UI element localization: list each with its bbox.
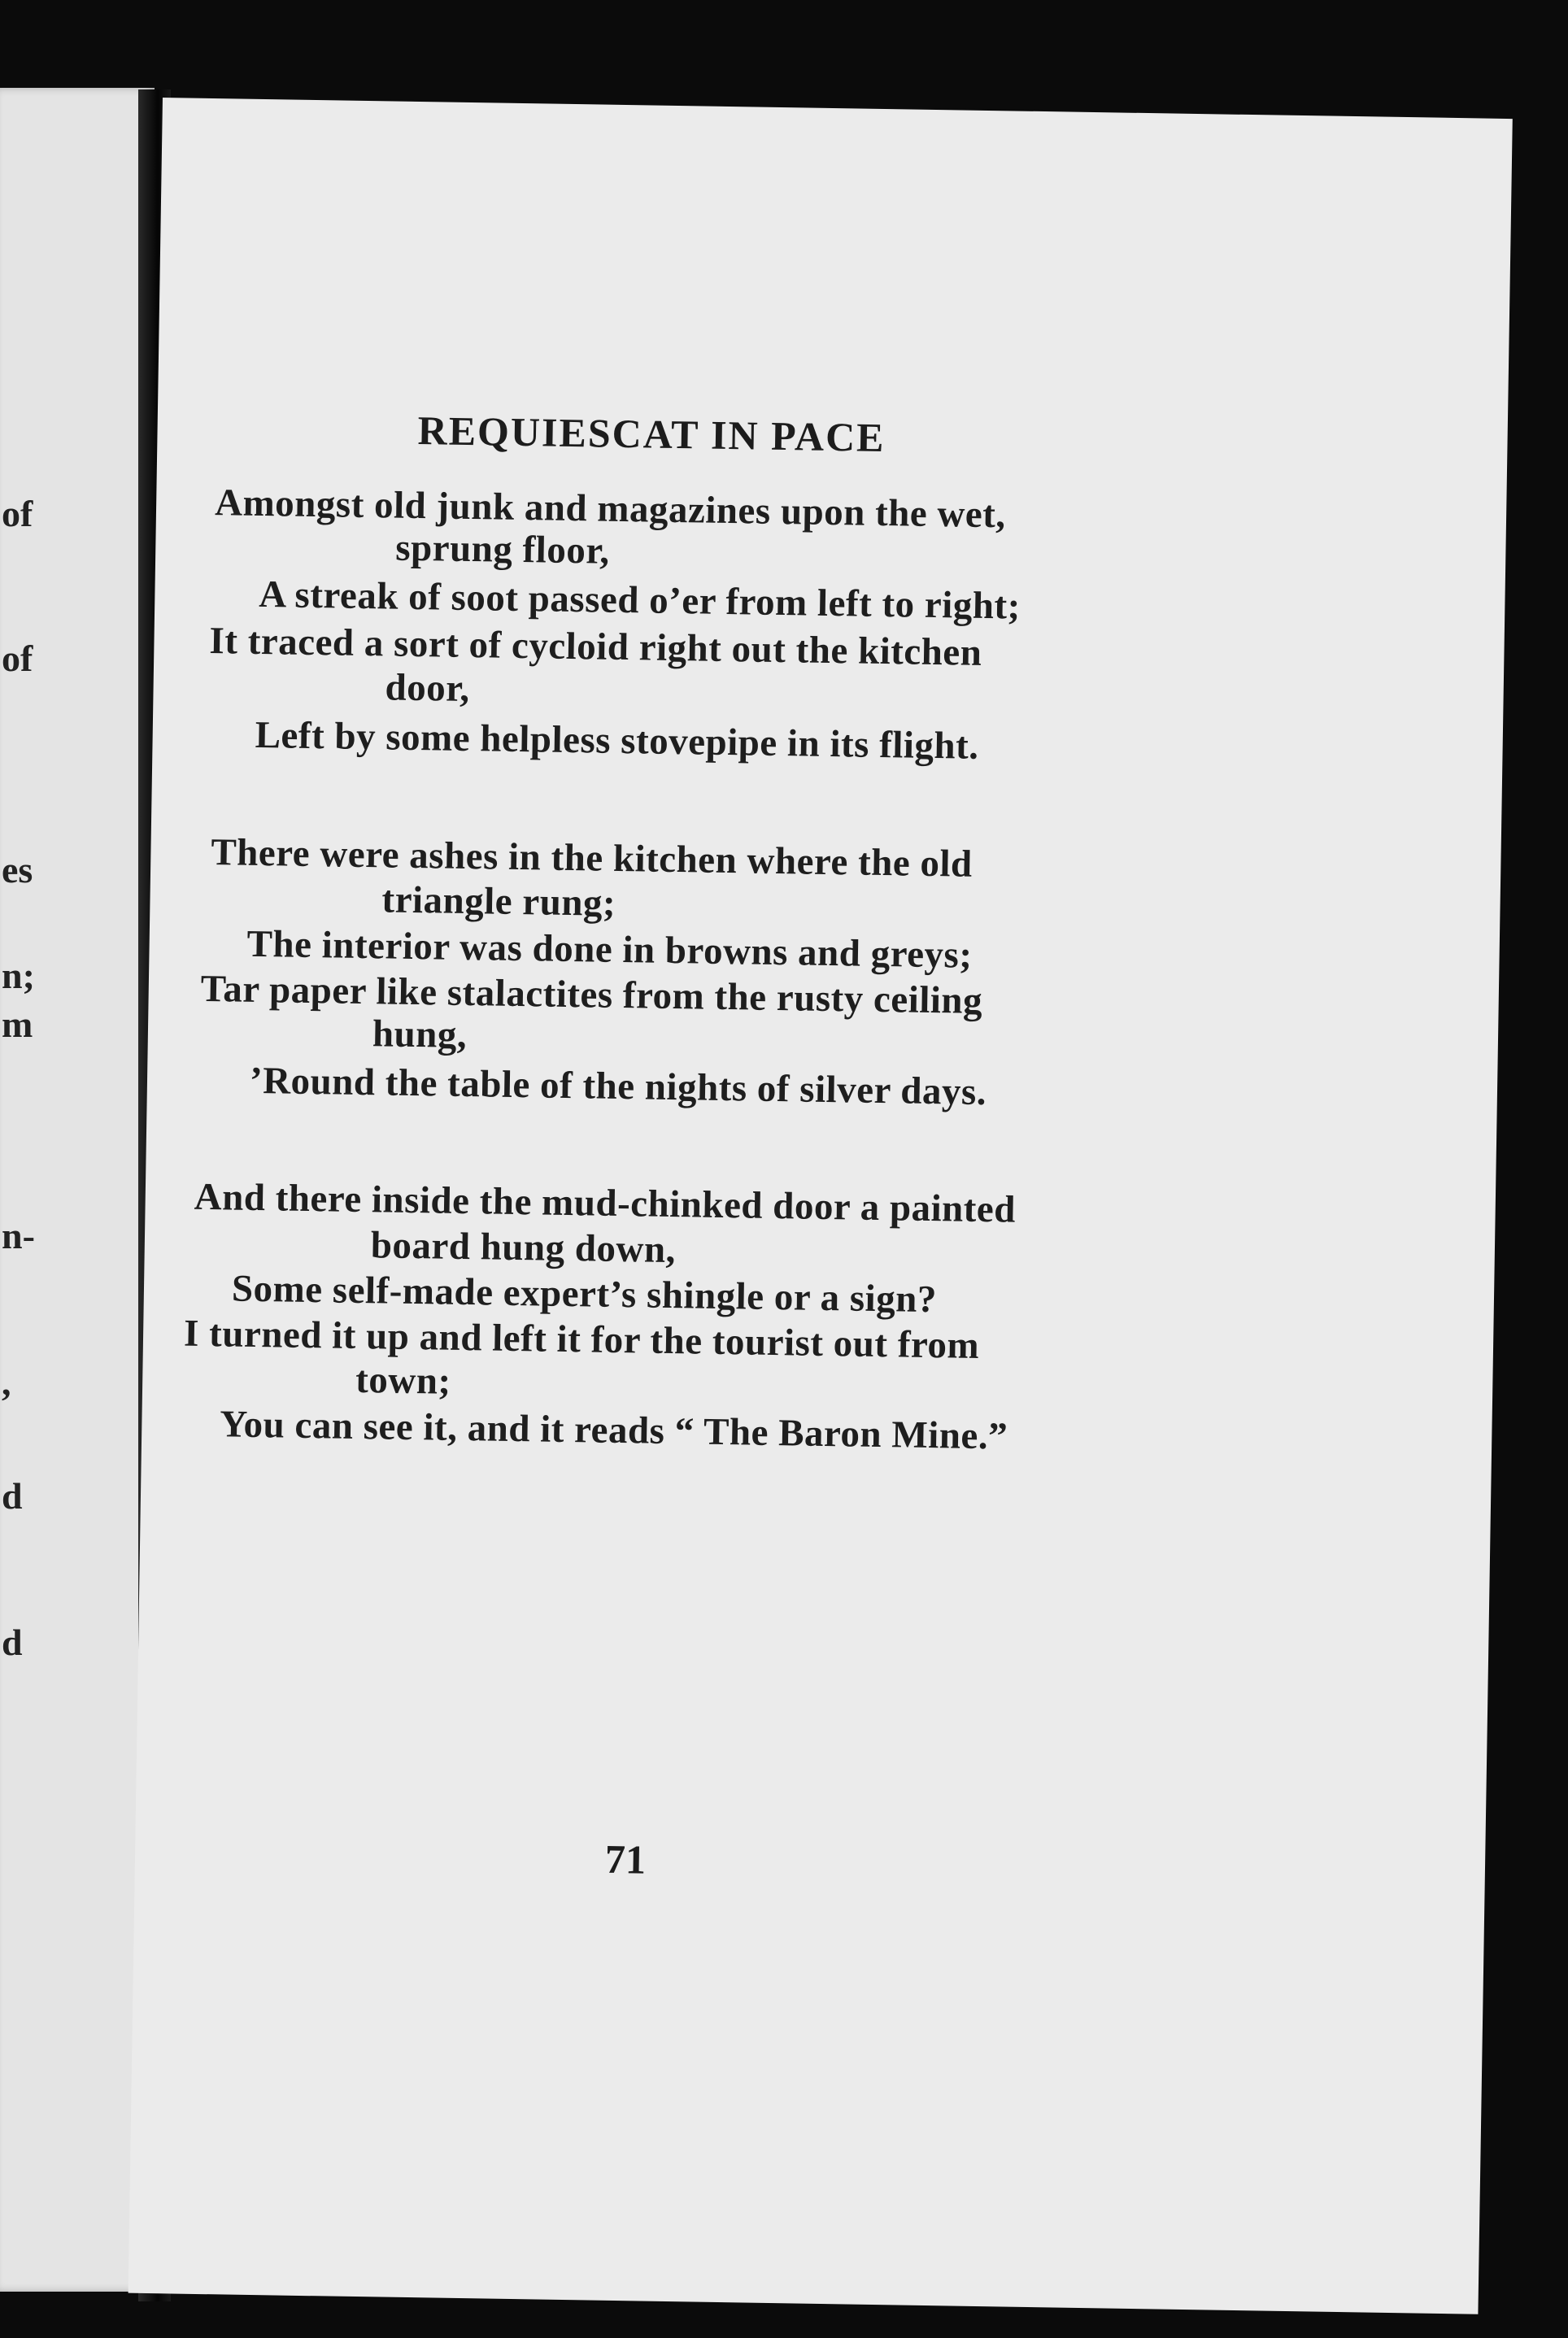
left-page-fragment: es bbox=[2, 849, 33, 890]
left-page bbox=[0, 88, 155, 2292]
left-page-fragment: of bbox=[2, 493, 33, 534]
poem-line: triangle rung; bbox=[381, 878, 616, 925]
poem-line: And there inside the mud-chinked door a painted bbox=[194, 1175, 1017, 1231]
poem-line: Left by some helpless stovepipe in its flight. bbox=[255, 713, 979, 768]
left-page-fragment: of bbox=[2, 638, 33, 679]
left-page-fragment: d bbox=[2, 1475, 23, 1517]
poem-line: I turned it up and left it for the tourist out from bbox=[183, 1312, 980, 1367]
poem-title: REQUIESCAT IN PACE bbox=[417, 407, 886, 461]
poem-line: A streak of soot passed o’er from left to right; bbox=[259, 573, 1021, 628]
poem-line: Some self-made expert’s shingle or a sign? bbox=[231, 1267, 938, 1321]
right-page bbox=[128, 98, 1513, 2314]
poem-line: Amongst old junk and magazines upon the wet, bbox=[214, 481, 1007, 537]
poem-line: sprung floor, bbox=[394, 526, 611, 573]
page-number: 71 bbox=[604, 1835, 647, 1883]
poem-line: You can see it, and it reads “ The Baron Mine.” bbox=[219, 1403, 1008, 1458]
poem-line: It traced a sort of cycloid right out the kitchen bbox=[209, 619, 982, 674]
poem-line: Tar paper like stalactites from the rusty ceiling bbox=[200, 967, 983, 1022]
poem-line: hung, bbox=[372, 1012, 468, 1057]
left-page-fragment: , bbox=[2, 1361, 11, 1403]
poem-line: There were ashes in the kitchen where the old bbox=[211, 831, 973, 886]
left-page-fragment: d bbox=[2, 1622, 23, 1663]
poem-line: ’Round the table of the nights of silver days. bbox=[249, 1059, 987, 1114]
poem-line: board hung down, bbox=[370, 1224, 677, 1272]
left-page-fragment: n; bbox=[2, 955, 35, 996]
left-page-fragment: m bbox=[2, 1004, 33, 1045]
poem-line: door, bbox=[385, 666, 470, 711]
poem-line: town; bbox=[355, 1358, 452, 1403]
poem-line: The interior was done in browns and greys; bbox=[246, 922, 973, 977]
left-page-fragment: n- bbox=[2, 1215, 35, 1256]
